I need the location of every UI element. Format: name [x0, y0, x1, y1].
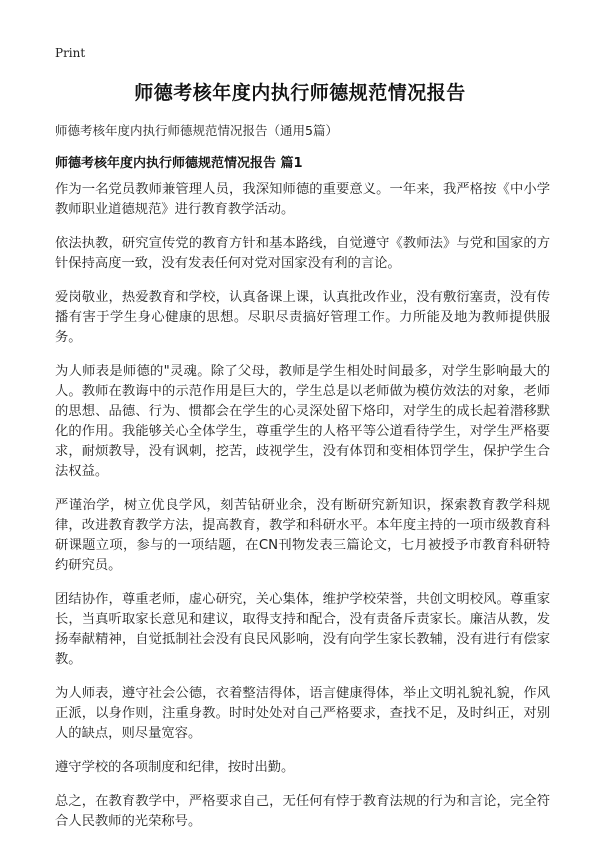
paragraph: 作为一名党员教师兼管理人员，我深知师德的重要意义。一年来，我严格按《中小学教师职业道德规范》进行教育教学活动。 [55, 182, 550, 217]
document-body [55, 180, 550, 846]
paragraph: 遵守学校的各项制度和纪律，按时出勤。 [55, 760, 295, 775]
paragraph: 依法执教，研究宣传党的教育方针和基本路线，自觉遵守《教师法》与党和国家的方针保持高度一致，没有发表任何对党对国家没有利的言论。 [55, 236, 550, 271]
section-heading: 师德考核年度内执行师德规范情况报告 篇1 [55, 156, 303, 171]
paragraph: 团结协作，尊重老师，虚心研究，关心集体，维护学校荣誉，共创文明校风。尊重家长，当真听取家长意见和建议，取得支持和配合，没有责备斥责家长。廉洁从教，发扬奉献精神，自觉抵制社会没有良民风影响，没有向学生家长教辅，没有进行有偿家教。 [55, 592, 550, 667]
paragraph: 严谨治学，树立优良学风，刻苦钻研业余，没有断研究新知识，探索教育教学科规律，改进教育教学方法，提高教育，教学和科研水平。本年度主持的一项市级教育科研课题立项，参与的一项结题，在CN刊物发表三篇论文，七月被授予市教育科研特约研究员。 [55, 498, 550, 573]
document-subtitle: 师德考核年度内执行师德规范情况报告（通用5篇） [55, 123, 338, 138]
paragraph: 总之，在教育教学中，严格要求自己，无任何有悖于教育法规的行为和言论，完全符合人民教师的光荣称号。 [55, 794, 550, 829]
paragraph: 爱岗敬业，热爱教育和学校，认真备课上课，认真批改作业，没有敷衍塞责，没有传播有害于学生身心健康的思想。尽职尽责搞好管理工作。力所能及地为教师提供服务。 [55, 290, 550, 345]
paragraph: 为人师表是师德的"灵魂。除了父母，教师是学生相处时间最多，对学生影响最大的人。教师在教诲中的示范作用是巨大的，学生总是以老师做为模仿效法的对象，老师的思想、品德、行为、惯都会在学生的心灵深处留下烙印，对学生的成长起着潜移默化的作用。我能够关心全体学生，尊重学生的人格平等公道看待学生，对学生严格要求，耐烦教导，没有讽刺，挖苦，歧视学生，没有体罚和变相体罚学生，保护学生合法权益。 [55, 364, 550, 479]
page-title: 师德考核年度内执行师德规范情况报告 [134, 82, 466, 104]
paragraph: 为人师表，遵守社会公德，衣着整洁得体，语言健康得体，举止文明礼貌礼貌，作风正派，以身作则，注重身教。时时处处对自己严格要求，查找不足，及时纠正，对别人的缺点，则尽量宽容。 [55, 686, 550, 741]
print-link[interactable]: Print [55, 46, 86, 60]
